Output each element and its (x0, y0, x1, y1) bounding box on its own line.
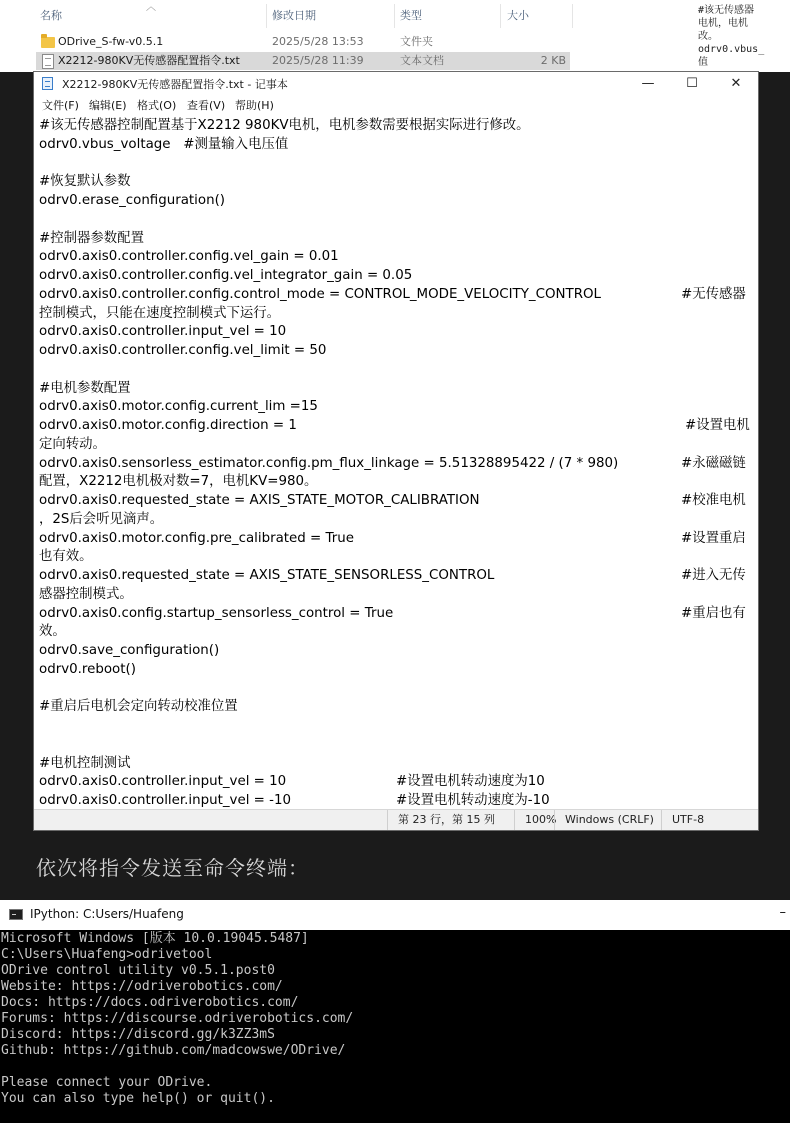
inline-comment: #永磁磁链 (681, 455, 746, 471)
text-line: odrv0.axis0.requested_state = AXIS_STATE_MOTOR_CALIBRATION (39, 493, 480, 508)
menu-edit[interactable]: 编辑(E) (89, 99, 127, 112)
text-line: odrv0.axis0.motor.config.current_lim =15 (39, 399, 318, 415)
text-editor-area[interactable] (34, 116, 758, 811)
text-line: odrv0.axis0.sensorless_estimator.config.pm_flux_linkage = 5.51328895422 / (7 * 980) (39, 455, 619, 471)
inline-comment: #设置电机转动速度为-10 (396, 793, 550, 808)
column-header-size[interactable]: 大小 (507, 9, 529, 22)
text-file-icon (42, 54, 54, 69)
file-name: X2212-980KV无传感器配置指令.txt (58, 54, 240, 67)
text-line: odrv0.axis0.controller.config.vel_limit = 50 (39, 343, 327, 358)
text-line: #电机控制测试 (39, 755, 131, 771)
text-line: odrv0.axis0.motor.config.direction = 1 (39, 418, 297, 433)
text-line: #重启后电机会定向转动校准位置 (39, 699, 238, 715)
menu-file[interactable]: 文件(F) (42, 99, 79, 112)
console-line: Github: https://github.com/madcowswe/ODrive/ (1, 1043, 346, 1058)
inline-comment: #设置电机 (685, 418, 750, 433)
file-size: 2 KB (540, 54, 566, 67)
menu-help[interactable]: 帮助(H) (235, 99, 274, 112)
zoom-level: 100% (514, 810, 554, 830)
console-title: IPython: C:Users/Huafeng (30, 907, 184, 921)
preview-line: 值 (698, 57, 708, 68)
inline-comment: #进入无传 (681, 568, 746, 583)
column-header-type[interactable]: 类型 (400, 9, 422, 22)
column-header-name[interactable]: 名称 (40, 9, 62, 22)
text-line: odrv0.axis0.controller.input_vel = 10 (39, 774, 287, 790)
preview-line: 改。 (698, 31, 718, 42)
text-line: #该无传感器控制配置基于X2212 980KV电机，电机参数需要根据实际进行修改。 (39, 118, 530, 133)
text-line: odrv0.reboot() (39, 661, 136, 677)
console-titlebar[interactable] (0, 900, 790, 930)
console-line: Please connect your ODrive. (1, 1075, 213, 1090)
text-line: #电机参数配置 (39, 380, 131, 396)
text-line: odrv0.axis0.controller.input_vel = -10 (39, 793, 292, 808)
console-line: Discord: https://discord.gg/k3ZZ3mS (1, 1027, 275, 1042)
console-window (0, 900, 790, 1123)
menu-bar (34, 96, 758, 116)
file-type: 文件夹 (400, 35, 433, 48)
text-line: odrv0.axis0.controller.input_vel = 10 (39, 324, 287, 340)
text-line: odrv0.axis0.controller.config.vel_integrator_gain = 0.05 (39, 268, 413, 283)
text-line: odrv0.erase_configuration() (39, 193, 226, 208)
console-line: Microsoft Windows [版本 10.0.19045.5487] (1, 931, 309, 946)
text-line: odrv0.axis0.controller.config.control_mode = CONTROL_MODE_VELOCITY_CONTROL (39, 286, 601, 302)
inline-comment: #设置重启 (681, 530, 746, 546)
text-line: ，2S后会听见滴声。 (39, 511, 164, 527)
inline-comment: #设置电机转动速度为10 (396, 774, 545, 790)
folder-icon (41, 37, 55, 48)
window-title: X2212-980KV无传感器配置指令.txt - 记事本 (62, 78, 288, 91)
minimize-button[interactable]: — (641, 76, 655, 91)
text-line: #控制器参数配置 (39, 230, 144, 246)
inline-comment: #校准电机 (681, 493, 746, 508)
text-line: odrv0.axis0.motor.config.pre_calibrated = True (39, 530, 354, 546)
column-separator[interactable] (500, 4, 501, 28)
notepad-app-icon (42, 77, 53, 90)
column-separator[interactable] (394, 4, 395, 28)
minimize-button[interactable]: – (779, 905, 786, 920)
file-row-folder[interactable] (36, 33, 570, 51)
status-bar (34, 809, 758, 830)
text-line: odrv0.axis0.requested_state = AXIS_STATE_SENSORLESS_CONTROL (39, 568, 495, 583)
file-date: 2025/5/28 13:53 (272, 35, 364, 48)
text-line: odrv0.axis0.config.startup_sensorless_control = True (39, 605, 394, 621)
line-ending: Windows (CRLF) (554, 810, 661, 830)
text-line: 定向转动。 (39, 436, 106, 452)
console-line: C:\Users\Huafeng>odrivetool (1, 947, 213, 962)
console-line: ODrive control utility v0.5.1.post0 (1, 963, 275, 978)
close-button[interactable]: ✕ (730, 76, 742, 91)
column-separator[interactable] (266, 4, 267, 28)
inline-comment: #无传感器 (681, 286, 746, 302)
preview-line: #该无传感器 (698, 5, 755, 16)
file-explorer (0, 0, 790, 72)
console-line: You can also type help() or quit(). (1, 1091, 275, 1106)
console-app-icon (9, 909, 23, 920)
file-name: ODrive_S-fw-v0.5.1 (58, 35, 164, 48)
text-line: 感器控制模式。 (39, 586, 133, 602)
text-line: 也有效。 (39, 549, 93, 565)
file-row-text-document[interactable] (36, 52, 570, 70)
preview-line: 电机，电机 (698, 18, 748, 29)
file-list-header (0, 0, 690, 32)
text-line: 控制模式，只能在速度控制模式下运行。 (39, 305, 281, 321)
text-line: odrv0.save_configuration() (39, 643, 220, 658)
maximize-button[interactable]: ☐ (686, 76, 698, 91)
sort-ascending-icon: ︿ (146, 2, 156, 13)
text-line: odrv0.axis0.controller.config.vel_gain = 0.01 (39, 249, 339, 265)
instruction-caption: 依次将指令发送至命令终端： (36, 856, 309, 880)
text-line: odrv0.vbus_voltage #测量输入电压值 (39, 136, 289, 152)
column-header-date[interactable]: 修改日期 (272, 9, 316, 22)
preview-line: odrv0.vbus_ (698, 44, 765, 55)
encoding: UTF-8 (661, 810, 758, 830)
menu-format[interactable]: 格式(O) (137, 99, 177, 112)
column-separator[interactable] (572, 4, 573, 28)
console-output[interactable] (1, 931, 790, 1123)
menu-view[interactable]: 查看(V) (187, 99, 226, 112)
text-line: 配置，X2212电机极对数=7，电机KV=980。 (39, 474, 318, 490)
console-line (1, 1059, 790, 1075)
notepad-window (33, 71, 759, 831)
inline-comment: #重启也有 (681, 605, 746, 621)
cursor-position: 第 23 行，第 15 列 (387, 810, 514, 830)
file-type: 文本文档 (400, 54, 444, 67)
file-date: 2025/5/28 11:39 (272, 54, 364, 67)
text-line: #恢复默认参数 (39, 174, 131, 190)
console-line: Website: https://odriverobotics.com/ (1, 979, 283, 994)
console-line: Forums: https://discourse.odriverobotics.com/ (1, 1011, 354, 1026)
console-line: Docs: https://docs.odriverobotics.com/ (1, 995, 299, 1010)
file-preview-pane (698, 0, 790, 76)
notepad-titlebar[interactable] (34, 72, 758, 96)
text-line: 效。 (39, 624, 66, 640)
